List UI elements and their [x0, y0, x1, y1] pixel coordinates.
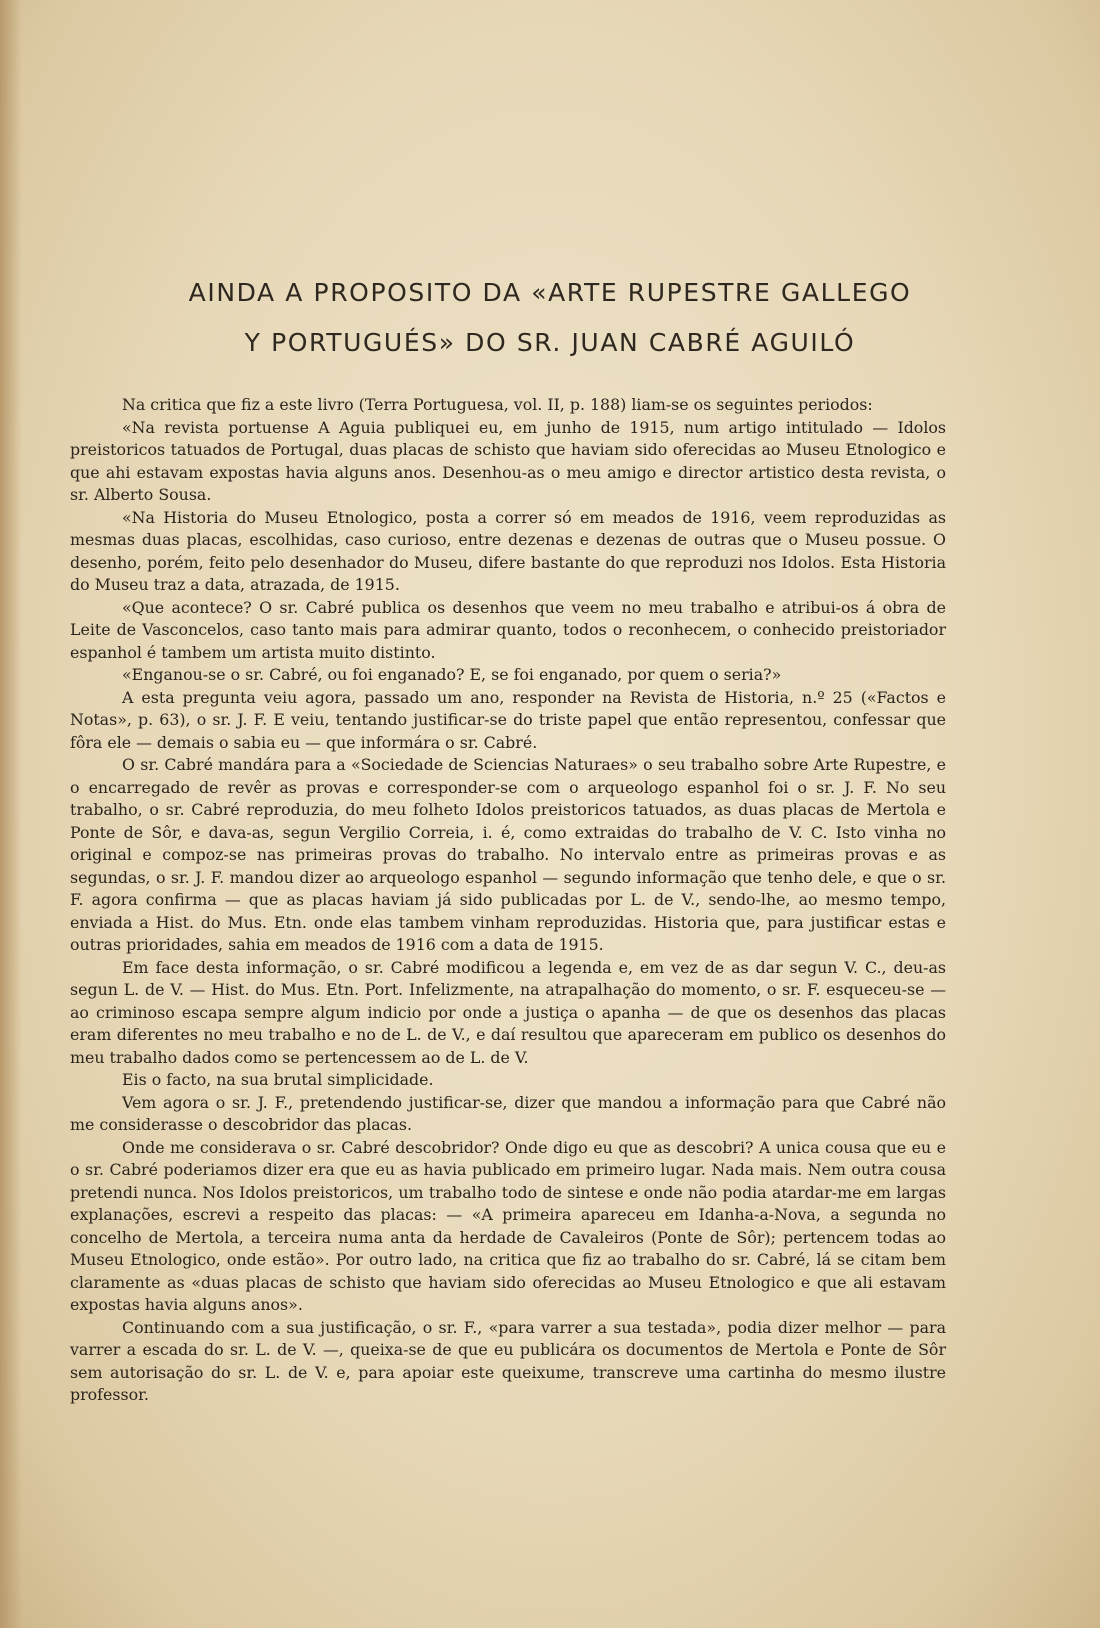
- article-body: [70, 394, 946, 1407]
- paragraph: O sr. Cabré mandára para a «Sociedade de Sciencias Naturaes» o seu trabalho sobre Arte Rupestre, e o encarregado de revêr as provas e corresponder-se com o arqueologo espanhol foi o sr. J. F. No seu trabalho, o sr. Cabré reproduzia, do meu folheto Idolos preistoricos tatuados, as duas placas de Mertola e Ponte de Sôr, e dava-as, segun Vergilio Correia, i. é, como extraidas do trabalho de V. C. Isto vinha no original e compoz-se nas primeiras provas do trabalho. No intervalo entre as primeiras provas e as segundas, o sr. J. F. mandou dizer ao arqueologo espanhol — segundo informação que tenho dele, e que o sr. F. agora confirma — que as placas haviam já sido publicadas por L. de V., sendo-lhe, ao mesmo tempo, enviada a Hist. do Mus. Etn. onde elas tambem vinham reproduzidas. Historia que, para justificar estas e outras prioridades, sahia em meados de 1916 com a data de 1915.: [70, 755, 946, 954]
- paragraph: «Que acontece? O sr. Cabré publica os desenhos que veem no meu trabalho e atribui-os á obra de Leite de Vasconcelos, caso tanto mais para admirar quanto, todos o reconhecem, o conhecido preistoriador espanhol é tambem um artista muito distinto.: [70, 597, 946, 662]
- paragraph: Continuando com a sua justificação, o sr. F., «para varrer a sua testada», podia dizer melhor — para varrer a escada do sr. L. de V. —, queixa-se de que eu publicára os documentos de Mertola e Ponte de Sôr sem autorisação do sr. L. de V. e, para apoiar este queixume, transcreve uma cartinha do mesmo ilustre professor.: [70, 1317, 946, 1404]
- paragraph: A esta pregunta veiu agora, passado um ano, responder na Revista de Historia, n.º 25 («Factos e Notas», p. 63), o sr. J. F. E veiu, tentando justificar-se do triste papel que então representou, confessar que fôra ele — demais o sabia eu — que informára o sr. Cabré.: [70, 687, 946, 752]
- paragraph: Onde me considerava o sr. Cabré descobridor? Onde digo eu que as descobri? A unica cousa que eu e o sr. Cabré poderiamos dizer era que eu as havia publicado em primeiro lugar. Nada mais. Nem outra cousa pretendi nunca. Nos Idolos preistoricos, um trabalho todo de sintese e onde não podia atardar-me em largas explanações, escrevi a respeito das placas: — «A primeira apareceu em Idanha-a-Nova, a segunda no concelho de Mertola, a terceira numa anta da herdade de Cavaleiros (Ponte de Sôr); pertencem todas ao Museu Etnologico, onde estão». Por outro lado, na critica que fiz ao trabalho do sr. Cabré, lá se citam bem claramente as «duas placas de schisto que haviam sido oferecidas ao Museu Etnologico e que ali estavam expostas havia alguns anos».: [70, 1137, 946, 1314]
- paragraph: «Na Historia do Museu Etnologico, posta a correr só em meados de 1916, veem reproduzidas as mesmas duas placas, escolhidas, caso curioso, entre dezenas e dezenas de outras que o Museu possue. O desenho, porém, feito pelo desenhador do Museu, difere bastante do que reproduzi nos Idolos. Esta Historia do Museu traz a data, atrazada, de 1915.: [70, 507, 946, 594]
- paragraph: Vem agora o sr. J. F., pretendendo justificar-se, dizer que mandou a informação para que Cabré não me considerasse o descobridor das placas.: [70, 1092, 946, 1134]
- article-title: [100, 268, 1000, 368]
- title-line-1: AINDA A PROPOSITO DA «ARTE RUPESTRE GALLEGO: [188, 278, 912, 307]
- paragraph: «Enganou-se o sr. Cabré, ou foi enganado? E, se foi enganado, por quem o seria?»: [122, 665, 782, 684]
- paragraph: Eis o facto, na sua brutal simplicidade.: [122, 1070, 434, 1089]
- paragraph: «Na revista portuense A Aguia publiquei eu, em junho de 1915, num artigo intitulado — Idolos preistoricos tatuados de Portugal, duas placas de schisto que haviam sido oferecidas ao Museu Etnologico e que ahi estavam expostas havia alguns anos. Desenhou-as o meu amigo e director artistico desta revista, o sr. Alberto Sousa.: [70, 417, 946, 504]
- title-line-2: Y PORTUGUÉS» DO SR. JUAN CABRÉ AGUILÓ: [244, 328, 856, 357]
- paragraph: Na critica que fiz a este livro (Terra Portuguesa, vol. II, p. 188) liam-se os seguintes periodos:: [122, 395, 873, 414]
- paragraph: Em face desta informação, o sr. Cabré modificou a legenda e, em vez de as dar segun V. C., deu-as segun L. de V. — Hist. do Mus. Etn. Port. Infelizmente, na atrapalhação do momento, o sr. F. esqueceu-se — ao criminoso escapa sempre algum indicio por onde a justiça o apanha — de que os desenhos das placas eram diferentes no meu trabalho e no de L. de V., e daí resultou que apareceram em publico os desenhos do meu trabalho dados como se pertencessem ao de L. de V.: [70, 957, 946, 1067]
